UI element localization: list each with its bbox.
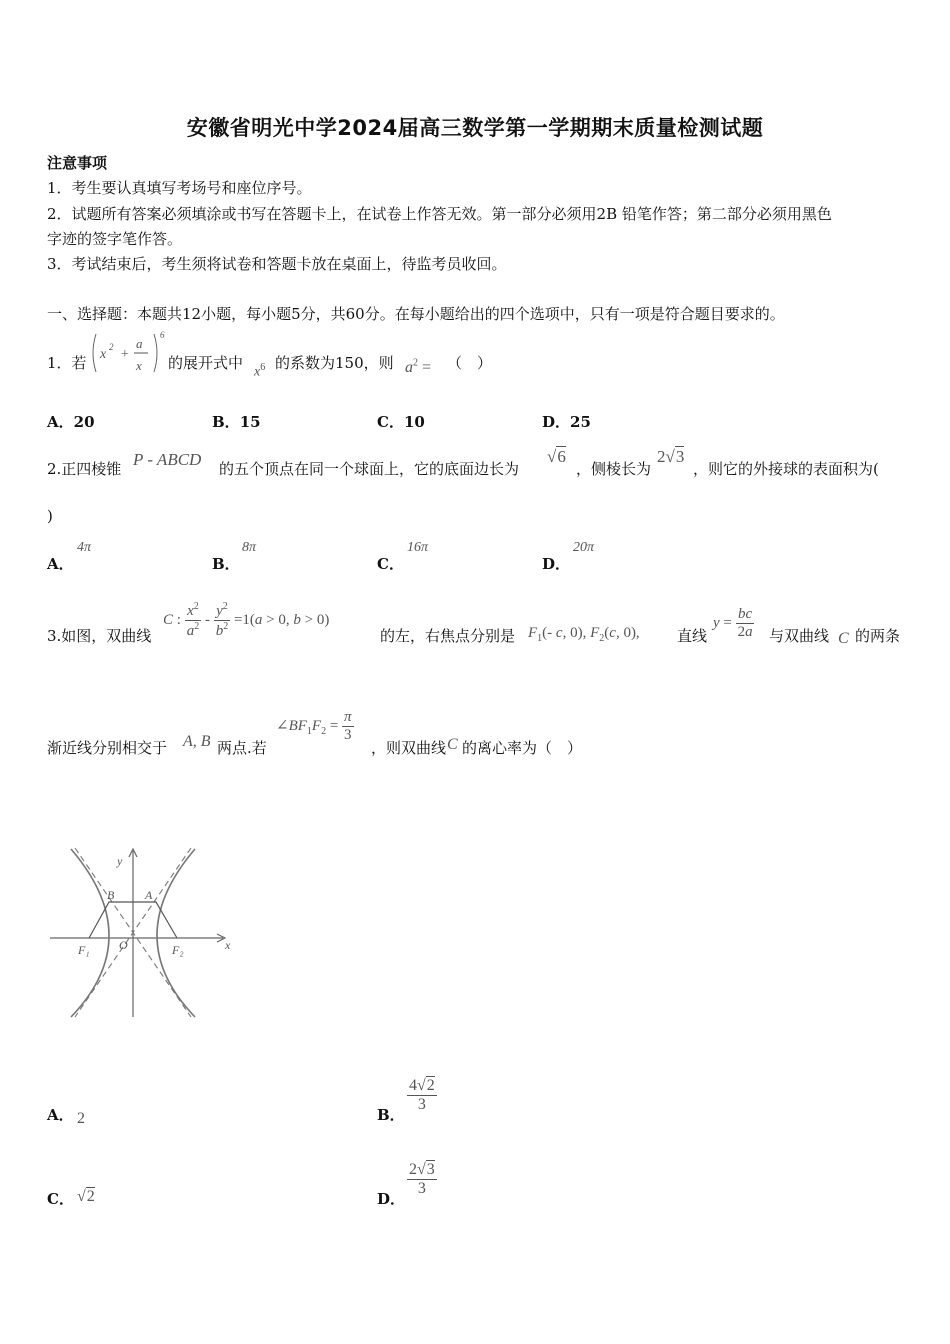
- q1-option-b-label: B．: [212, 413, 240, 431]
- q3-option-c-label: C．: [47, 1190, 74, 1208]
- label-x: x: [225, 938, 231, 952]
- svg-text:a: a: [136, 336, 143, 351]
- q3-line2-a: 渐近线分别相交于: [47, 739, 168, 757]
- q2-sqrt6: √6: [547, 447, 566, 466]
- q2-option-b-label: B．: [212, 555, 240, 573]
- q2-option-d-label: D．: [542, 555, 571, 573]
- notice-item-2: 2．试题所有答案必须填涂或书写在答题卡上，在试卷上作答无效。第一部分必须用2B 铅笔作答；第二部分必须用黑色: [47, 205, 832, 223]
- notice-item-1: 1．考生要认真填写考场号和座位序号。: [47, 179, 312, 197]
- q2-option-a-value: 4π: [77, 540, 92, 555]
- q3-line2-b: 两点.若: [217, 739, 267, 757]
- q3-option-d[interactable]: [377, 1188, 405, 1209]
- q3-option-d-value: $\frac{2√3}{3}$: [409, 1161, 435, 1197]
- q2-option-c-label: C．: [377, 555, 404, 573]
- q2-option-d-value: 20π: [573, 540, 595, 555]
- q3-line2-d: 的离心率为（ ）: [462, 739, 583, 757]
- q1-a-squared: $a^2$ =: [405, 357, 432, 376]
- q2-text-3: ，则它的外接球的表面积为(: [693, 460, 879, 478]
- q3-line2-c: ，则双曲线: [371, 739, 447, 757]
- q3-number: 3.如图，双曲线: [47, 627, 152, 645]
- q3-line-equation: y = $\frac{bc}{2a}$: [713, 606, 753, 640]
- svg-text:6: 6: [160, 330, 165, 340]
- q2-option-a-label: A．: [47, 555, 74, 573]
- q3-c-2: C: [447, 736, 458, 753]
- q3-option-c-value: √2: [77, 1188, 95, 1205]
- q3-hyperbola-equation: C : $\frac{x^2}{a^2}$ - $\frac{y^2}{b^2}$ =1(a > 0, b > 0): [163, 601, 330, 639]
- q2-option-a[interactable]: [47, 553, 74, 574]
- q3-text-1: 的左，右焦点分别是: [380, 627, 516, 645]
- page-title: 安徽省明光中学2024届高三数学第一学期期末质量检测试题: [186, 116, 764, 140]
- q1-option-d-label: D．: [542, 413, 571, 431]
- q1-text-coef: 的系数为150，则: [275, 354, 394, 372]
- q3-ab: A, B: [183, 733, 211, 750]
- q3-option-c[interactable]: [47, 1188, 74, 1209]
- hyperbola-svg: [45, 845, 240, 1025]
- q3-text-3: 与双曲线: [769, 627, 830, 645]
- q3-option-b[interactable]: [377, 1104, 405, 1125]
- notice-heading: 注意事项: [47, 154, 108, 172]
- q2-text-1: 的五个顶点在同一个球面上，它的底面边长为: [219, 460, 520, 478]
- left-branch: [71, 849, 109, 1017]
- q3-text-4: 的两条: [855, 627, 901, 645]
- svg-text:x: x: [136, 358, 142, 373]
- q3-option-a-value: 2: [77, 1110, 85, 1127]
- q3-option-b-value: $\frac{4√2}{3}$: [409, 1077, 435, 1113]
- q1-option-d[interactable]: [542, 411, 591, 432]
- q1-option-d-value: 25: [570, 413, 591, 431]
- q2-option-d[interactable]: [542, 553, 570, 574]
- q3-option-b-label: B．: [377, 1106, 405, 1124]
- q1-text-mid: 的展开式中: [168, 354, 244, 372]
- q2-option-c[interactable]: [377, 553, 404, 574]
- label-y: y: [117, 854, 123, 868]
- hyperbola-figure: [45, 845, 240, 1029]
- svg-text:+: +: [120, 347, 130, 362]
- label-f2: F₂: [172, 943, 184, 957]
- q1-option-b[interactable]: [212, 411, 261, 432]
- q1-option-c-value: 10: [403, 413, 425, 431]
- q1-option-a[interactable]: [47, 411, 95, 432]
- section-heading: 一、选择题：本题共12小题，每小题5分，共60分。在每小题给出的四个选项中，只有一项是符合题目要求的。: [47, 305, 785, 323]
- label-f1: F₁: [78, 943, 90, 957]
- q1-number: 1．若: [47, 354, 87, 372]
- q3-angle-condition: $\angle BF_1F_2$ = $\frac{\pi}{3}$: [276, 709, 352, 743]
- q3-text-2: 直线: [677, 627, 708, 645]
- q1-binomial-formula: [88, 328, 168, 378]
- q2-text-2: ，侧棱长为: [576, 460, 652, 478]
- q1-binomial-svg: [88, 328, 168, 378]
- q3-foci: $F_1(-$ c, 0), $F_2(c$, 0),: [528, 625, 640, 644]
- q1-option-a-value: 20: [73, 413, 95, 431]
- label-b: B: [107, 888, 115, 902]
- q3-option-a-label: A．: [47, 1106, 74, 1124]
- right-branch: [157, 849, 195, 1017]
- q1-option-c[interactable]: [377, 411, 425, 432]
- notice-item-3: 3．考试结束后，考生须将试卷和答题卡放在桌面上，待监考员收回。: [47, 255, 507, 273]
- q2-pyramid: P - ABCD: [133, 450, 202, 469]
- svg-text:2: 2: [109, 342, 114, 352]
- q1-option-c-label: C．: [377, 413, 404, 431]
- svg-text:x: x: [100, 347, 107, 362]
- q2-2sqrt3: 2√3: [657, 447, 685, 466]
- q2-option-c-value: 16π: [407, 540, 429, 555]
- q1-text-tail: （ ）: [447, 354, 493, 372]
- q1-option-a-label: A．: [47, 413, 74, 431]
- q1-option-b-value: 15: [239, 413, 261, 431]
- q3-c-1: C: [838, 630, 849, 647]
- q2-option-b-value: 8π: [242, 540, 257, 555]
- label-a: A: [145, 888, 153, 902]
- q2-number: 2.正四棱锥: [47, 460, 122, 478]
- q2-option-b[interactable]: [212, 553, 240, 574]
- q2-text-4: ): [47, 507, 53, 525]
- q3-option-a[interactable]: [47, 1104, 74, 1125]
- label-o: O: [119, 938, 128, 952]
- q1-x6: $x^6$: [254, 362, 266, 380]
- q3-option-d-label: D．: [377, 1190, 406, 1208]
- notice-item-2-cont: 字迹的签字笔作答。: [47, 230, 183, 248]
